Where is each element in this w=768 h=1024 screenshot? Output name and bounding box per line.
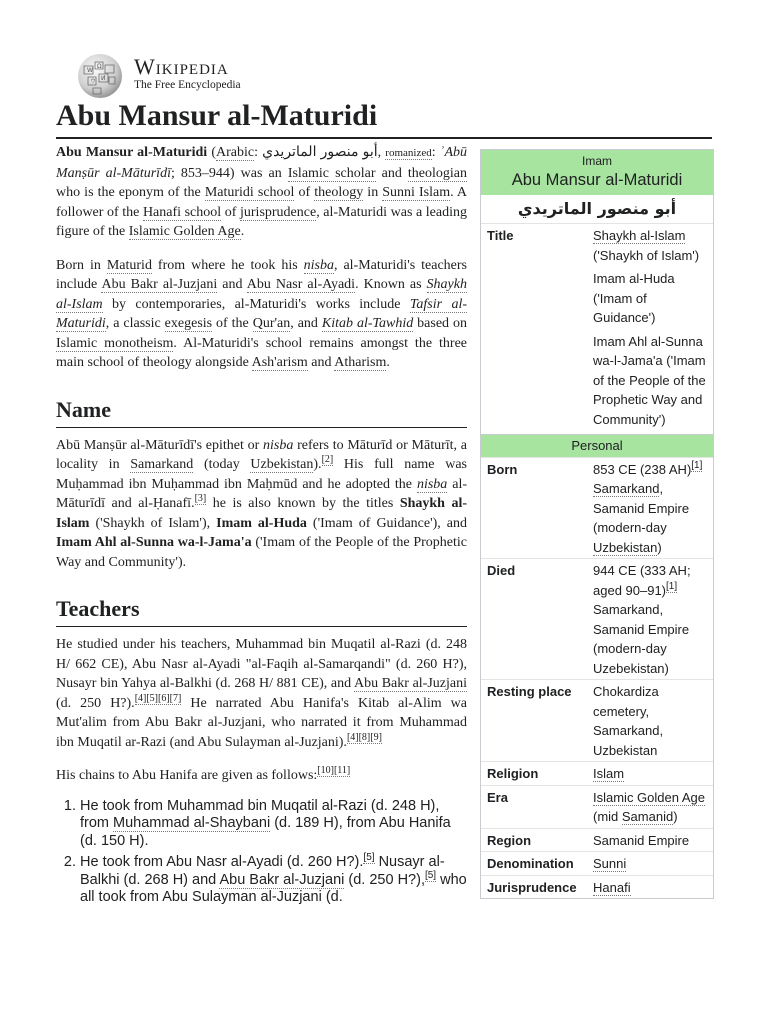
infobox-arabic-name: أبو منصور الماتريدي bbox=[517, 199, 677, 218]
list-item: 2. He took from Abu Nasr al-Ayadi (d. 260 H?).[5] Nusayr al-Balkhi (d. 268 H) and Abu Bakr al-Juzjani (d. 250 H?),[5] who all took from Abu Sulayman al-Juzjani (d. bbox=[80, 854, 467, 907]
link-samarkand[interactable]: Samarkand bbox=[130, 457, 194, 472]
link-kitab-al-tawhid[interactable]: Kitab al-Tawhid bbox=[321, 316, 414, 331]
citations-4-7[interactable]: [4][5][6][7] bbox=[134, 692, 182, 704]
link-abu-bakr-al-juzjani-3[interactable]: Abu Bakr al-Juzjani bbox=[219, 871, 345, 888]
teachers-paragraph: He studied under his teachers, Muhammad bin Muqatil al-Razi (d. 248 H/ 662 CE), Abu Nasr al-Ayadi "al-Faqih al-Samarqandi" (d. 260 H?), Nusayr bin Yahya al-Balkhi (d. 268 H/ 881 CE), and Abu Bakr al-Juzjani (d. 250 H?).[4][5][6][7] He narrated Abu Hanifa's Kitab al-Alim wa Mut'alim from Abu Bakr al-Juzjani, who narrated it from Muhammad ibn Muqatil ar-Razi (and Abu Sulayman al-Juzjani).[4][8][9] bbox=[56, 637, 467, 750]
link-uzbekistan-infobox[interactable]: Uzbekistan bbox=[593, 539, 658, 555]
chains-intro: His chains to Abu Hanifa are given as follows:[10][11] bbox=[56, 765, 351, 783]
link-samanid[interactable]: Samanid bbox=[621, 809, 674, 824]
link-nisba-2[interactable]: nisba bbox=[416, 476, 448, 492]
link-exegesis[interactable]: exegesis bbox=[164, 316, 213, 331]
infobox-value bbox=[593, 853, 711, 874]
citation-2[interactable]: [2] bbox=[321, 454, 334, 466]
infobox-type: Imam bbox=[582, 154, 612, 168]
citation-5[interactable]: [5] bbox=[363, 852, 375, 864]
infobox bbox=[480, 149, 714, 899]
infobox-value: Samanid Empire bbox=[593, 832, 690, 848]
link-abu-nasr-al-ayadi[interactable]: Abu Nasr al-Ayadi bbox=[246, 277, 356, 292]
infobox-label: Region bbox=[487, 832, 532, 848]
link-hanafi[interactable]: Hanafi bbox=[593, 879, 631, 895]
svg-text:И: И bbox=[101, 75, 106, 82]
infobox-label: Title bbox=[487, 228, 514, 243]
infobox-label: Resting place bbox=[487, 684, 572, 699]
link-islamic-golden-age-infobox[interactable]: Islamic Golden Age bbox=[593, 789, 706, 805]
link-nisba[interactable]: nisba bbox=[303, 257, 334, 273]
citation-5b[interactable]: [5] bbox=[424, 869, 437, 881]
link-asharism[interactable]: Ash'arism bbox=[251, 355, 308, 370]
chains-list bbox=[56, 798, 467, 907]
svg-text:W: W bbox=[87, 67, 93, 74]
infobox-value: Islamic Golden Age (mid Samanid) bbox=[593, 789, 706, 824]
citation-1[interactable]: [1] bbox=[691, 460, 703, 472]
link-arabic[interactable]: Arabic bbox=[215, 145, 255, 160]
link-sunni[interactable]: Sunni bbox=[593, 856, 627, 871]
section-heading-name: Name bbox=[56, 395, 467, 428]
infobox-section-personal: Personal bbox=[481, 434, 713, 457]
infobox-row-born bbox=[481, 457, 713, 559]
infobox-row-region bbox=[481, 828, 713, 852]
brand-title: Wikipedia bbox=[134, 54, 229, 79]
infobox-value bbox=[593, 877, 711, 898]
infobox-label: Jurisprudence bbox=[487, 879, 577, 895]
link-islamic-scholar[interactable]: Islamic scholar bbox=[287, 165, 376, 181]
link-hanafi-school[interactable]: Hanafi school bbox=[142, 204, 222, 220]
infobox-header bbox=[481, 150, 713, 195]
section-heading-teachers: Teachers bbox=[56, 594, 467, 627]
link-quran[interactable]: Qur'an bbox=[252, 316, 291, 331]
link-islamic-monotheism[interactable]: Islamic monotheism bbox=[56, 335, 174, 351]
link-muhammad-al-shaybani[interactable]: Muhammad al-Shaybani bbox=[113, 815, 271, 831]
citations-10-11[interactable]: [10][11] bbox=[317, 765, 351, 777]
link-tafsir-al-maturidi[interactable]: Tafsir al-Maturidi bbox=[56, 296, 467, 331]
link-abu-bakr-al-juzjani-2[interactable]: Abu Bakr al-Juzjani bbox=[353, 676, 467, 691]
infobox-row-denomination bbox=[481, 851, 713, 875]
brand-tagline: The Free Encyclopedia bbox=[134, 79, 241, 91]
infobox-value: 853 CE (238 AH)[1] Samarkand, Samanid Empire (modern-day Uzbekistan) bbox=[593, 460, 703, 555]
infobox-label: Era bbox=[487, 789, 508, 805]
infobox-row-religion bbox=[481, 761, 713, 785]
infobox-name: Abu Mansur al-Maturidi bbox=[511, 171, 683, 189]
infobox-value: 944 CE (333 AH; aged 90–91)[1] Samarkand, Samanid Empire (modern-day Uzebekistan) bbox=[593, 563, 691, 676]
link-maturidi-school[interactable]: Maturidi school bbox=[204, 185, 295, 200]
infobox-value: Shaykh al-Islam ('Shaykh of Islam') Imam al-Huda ('Imam of Guidance') Imam Ahl al-Sunna wa-l-Jama'a ('Imam of the People of the Prophetic Way and Community') bbox=[593, 228, 706, 427]
subject-name: Abu Mansur al-Maturidi bbox=[56, 145, 208, 160]
link-romanized[interactable]: romanized bbox=[385, 147, 432, 159]
link-maturid[interactable]: Maturid bbox=[106, 257, 152, 273]
name-paragraph: Abū Manṣūr al-Māturīdī's epithet or nisba refers to Māturīd or Māturīt, a locality in Samarkand (today Uzbekistan).[2] His full name was Muḥammad ibn Muḥammad ibn Maḥmūd and he adopted the nisba al-Māturīdī and al-Ḥanafī.[3] he is also known by the titles Shaykh al-Islam ('Shaykh of Islam'), Imam al-Huda ('Imam of Guidance'), and Imam Ahl al-Sunna wa-l-Jama'a ('Imam of the People of the Prophetic Way and Community'). bbox=[56, 437, 468, 570]
title-divider bbox=[56, 137, 712, 139]
infobox-label: Religion bbox=[487, 766, 539, 781]
page-title: Abu Mansur al-Maturidi bbox=[56, 99, 378, 132]
citation-1b[interactable]: [1] bbox=[666, 581, 678, 593]
link-islamic-golden-age[interactable]: Islamic Golden Age bbox=[128, 224, 241, 239]
article-body bbox=[56, 143, 467, 911]
link-atharism[interactable]: Atharism bbox=[334, 355, 387, 370]
arabic-name: : أبو منصور الماتريدي‎, bbox=[254, 145, 382, 160]
link-islam[interactable]: Islam bbox=[593, 766, 625, 781]
intro-paragraph-2: Born in Maturid from where he took his nisba, al-Maturidi's teachers include Abu Bakr al-Juzjani and Abu Nasr al-Ayadi. Known as Shaykh al-Islam by contemporaries, al-Maturidi's works include Tafsir al-Maturidi, a classic exegesis of the Qur'an, and Kitab al-Tawhid based on Islamic monotheism. Al-Maturidi's school remains amongst the three main school of theology alongside Ash'arism and Atharism. bbox=[56, 257, 468, 370]
infobox-label: Denomination bbox=[487, 856, 574, 871]
wikipedia-globe-logo[interactable] bbox=[74, 52, 126, 100]
infobox-row-jurisprudence bbox=[481, 875, 713, 899]
list-item: 1. He took from Muhammad bin Muqatil al-Razi (d. 248 H), from Muhammad al-Shaybani (d. 189 H), from Abu Hanifa (d. 150 H). bbox=[80, 798, 467, 851]
svg-text:Ω: Ω bbox=[97, 63, 102, 70]
intro-paragraph-1: Abu Mansur al-Maturidi (Arabic: أبو منصور الماتريدي‎, romanized: ʾAbū Manṣūr al-Māturīdī; 853–944) was an Islamic scholar and theologian who is the eponym of the Maturidi school of theology in Sunni Islam. A follower of the Hanafi school of jurisprudence, al-Maturidi was a leading figure of the Islamic Golden Age. bbox=[56, 145, 468, 239]
infobox-label: Born bbox=[487, 461, 518, 477]
link-theology[interactable]: theology bbox=[314, 185, 364, 200]
link-jurisprudence[interactable]: jurisprudence bbox=[240, 204, 317, 220]
link-abu-bakr-al-juzjani[interactable]: Abu Bakr al-Juzjani bbox=[101, 277, 218, 292]
link-theologian[interactable]: theologian bbox=[407, 165, 468, 181]
link-uzbekistan[interactable]: Uzbekistan bbox=[250, 457, 314, 472]
infobox-label: Died bbox=[487, 563, 516, 578]
infobox-value bbox=[593, 763, 711, 784]
link-shaykh-al-islam-infobox[interactable]: Shaykh al-Islam bbox=[593, 228, 686, 243]
citation-3[interactable]: [3] bbox=[194, 493, 207, 505]
romanized-name: ʾAbū Manṣūr al-Māturīdī bbox=[56, 145, 467, 181]
svg-text:ウ: ウ bbox=[90, 78, 97, 85]
infobox-value: Chokardiza cemetery, Samarkand, Uzbekistan bbox=[593, 684, 664, 758]
link-shaykh-al-islam[interactable]: Shaykh al-Islam bbox=[56, 277, 467, 312]
infobox-row-title bbox=[481, 223, 713, 434]
link-samarkand-infobox[interactable]: Samarkand bbox=[593, 481, 660, 496]
infobox-row-died bbox=[481, 558, 713, 679]
infobox-row-era bbox=[481, 785, 713, 828]
infobox-row-resting-place bbox=[481, 679, 713, 761]
citations-4-8-9[interactable]: [4][8][9] bbox=[346, 731, 382, 743]
link-sunni-islam[interactable]: Sunni Islam bbox=[382, 185, 451, 200]
wikipedia-wordmark[interactable] bbox=[134, 56, 241, 92]
